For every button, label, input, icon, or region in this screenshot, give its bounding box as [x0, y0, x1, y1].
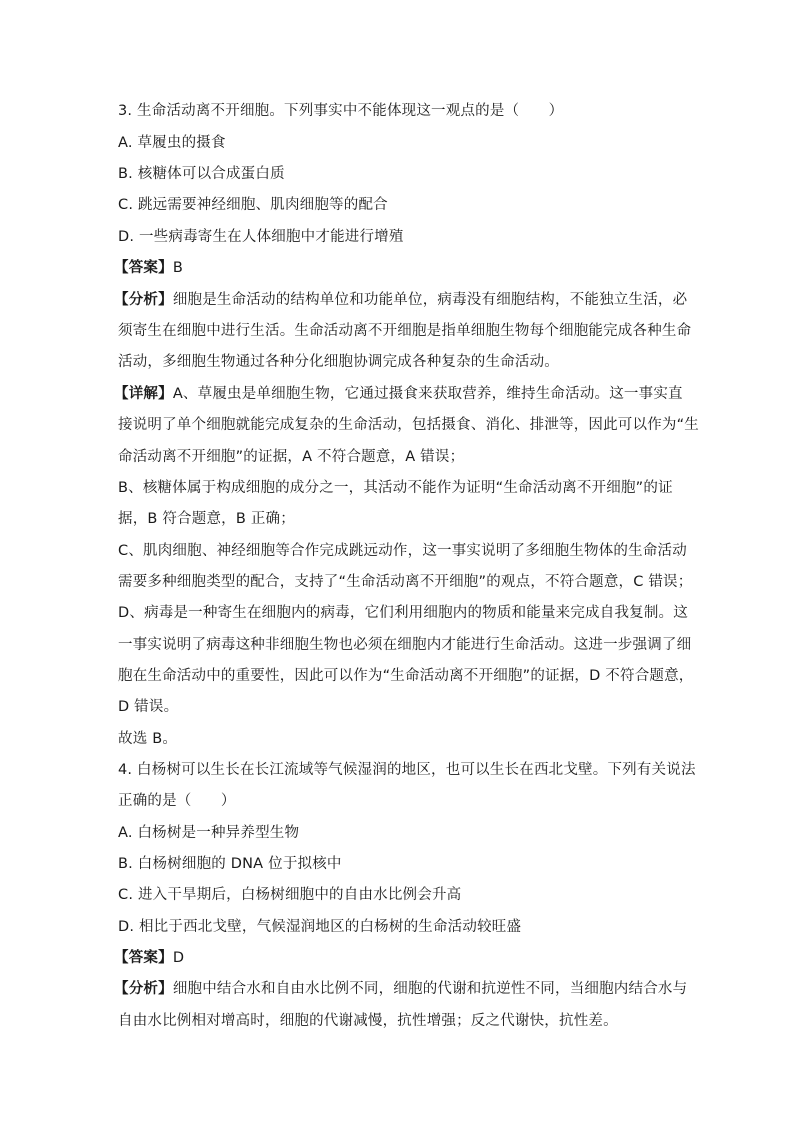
answer-value: B	[172, 260, 183, 276]
q3-detail-line-2: 接说明了单个细胞就能完成复杂的生命活动，包括摄食、消化、排泄等，因此可以作为“生	[118, 417, 700, 433]
q3-detail-line-3: 命活动离不开细胞”的证据，A 不符合题意，A 错误；	[118, 449, 465, 465]
answer-value: D	[172, 950, 185, 966]
q4-option-b: B. 白杨树细胞的 DNA 位于拟核中	[118, 856, 342, 872]
q3-detail-line-11: D 错误。	[118, 699, 179, 715]
q3-conclusion: 故选 B。	[118, 731, 178, 747]
q4-stem-line-1: 4. 白杨树可以生长在长江流域等气候湿润的地区，也可以生长在西北戈壁。下列有关说法	[118, 762, 696, 778]
analysis-tag: 【分析】	[114, 981, 173, 997]
q3-detail-line-1: 【详解】A、草履虫是单细胞生物，它通过摄食来获取营养，维持生命活动。这一事实直	[114, 386, 683, 402]
q4-analysis-line-1: 【分析】细胞中结合水和自由水比例不同，细胞的代谢和抗逆性不同，当细胞内结合水与	[114, 981, 688, 997]
q3-detail-line-6: C、肌肉细胞、神经细胞等合作完成跳远动作，这一事实说明了多细胞生物体的生命活动	[118, 543, 687, 559]
detail-tag: 【详解】	[114, 386, 173, 402]
q3-detail-line-10: 胞在生命活动中的重要性，因此可以作为“生命活动离不开细胞”的证据，D 不符合题意，	[118, 668, 694, 684]
q3-analysis-line-1: 【分析】细胞是生命活动的结构单位和功能单位，病毒没有细胞结构，不能独立生活，必	[114, 292, 688, 308]
analysis-tag: 【分析】	[114, 292, 173, 308]
q3-analysis-line-3: 活动，多细胞生物通过各种分化细胞协调完成各种复杂的生命活动。	[118, 354, 559, 370]
q3-option-d: D. 一些病毒寄生在人体细胞中才能进行增殖	[118, 229, 404, 245]
q4-stem-line-2: 正确的是（ ）	[118, 793, 236, 809]
q3-answer	[114, 258, 183, 278]
answer-tag: 【答案】	[114, 950, 173, 966]
q3-detail-line-5: 据，B 符合题意，B 正确；	[118, 511, 295, 527]
q4-option-d: D. 相比于西北戈壁，气候湿润地区的白杨树的生命活动较旺盛	[118, 919, 522, 935]
q3-option-c: C. 跳远需要神经细胞、肌肉细胞等的配合	[118, 197, 388, 213]
answer-tag: 【答案】	[114, 260, 173, 276]
q4-option-a: A. 白杨树是一种异养型生物	[118, 825, 300, 841]
q3-option-a: A. 草履虫的摄食	[118, 135, 226, 151]
q4-option-c: C. 进入干旱期后，白杨树细胞中的自由水比例会升高	[118, 887, 462, 903]
q4-answer	[114, 948, 184, 968]
q3-option-b: B. 核糖体可以合成蛋白质	[118, 166, 285, 182]
q3-analysis-line-2: 须寄生在细胞中进行生活。生命活动离不开细胞是指单细胞生物每个细胞能完成各种生命	[118, 323, 692, 339]
q3-detail-line-8: D、病毒是一种寄生在细胞内的病毒，它们利用细胞内的物质和能量来完成自我复制。这	[118, 605, 688, 621]
q3-detail-line-9: 一事实说明了病毒这种非细胞生物也必须在细胞内才能进行生命活动。这进一步强调了细	[118, 637, 692, 653]
q3-stem: 3. 生命活动离不开细胞。下列事实中不能体现这一观点的是（ ）	[118, 103, 564, 119]
q4-analysis-line-2: 自由水比例相对增高时，细胞的代谢减慢，抗性增强；反之代谢快，抗性差。	[118, 1013, 618, 1029]
q3-detail-line-4: B、核糖体属于构成细胞的成分之一，其活动不能作为证明“生命活动离不开细胞”的证	[118, 480, 673, 496]
q3-detail-line-7: 需要多种细胞类型的配合，支持了“生命活动离不开细胞”的观点，不符合题意，C 错误；	[118, 574, 693, 590]
